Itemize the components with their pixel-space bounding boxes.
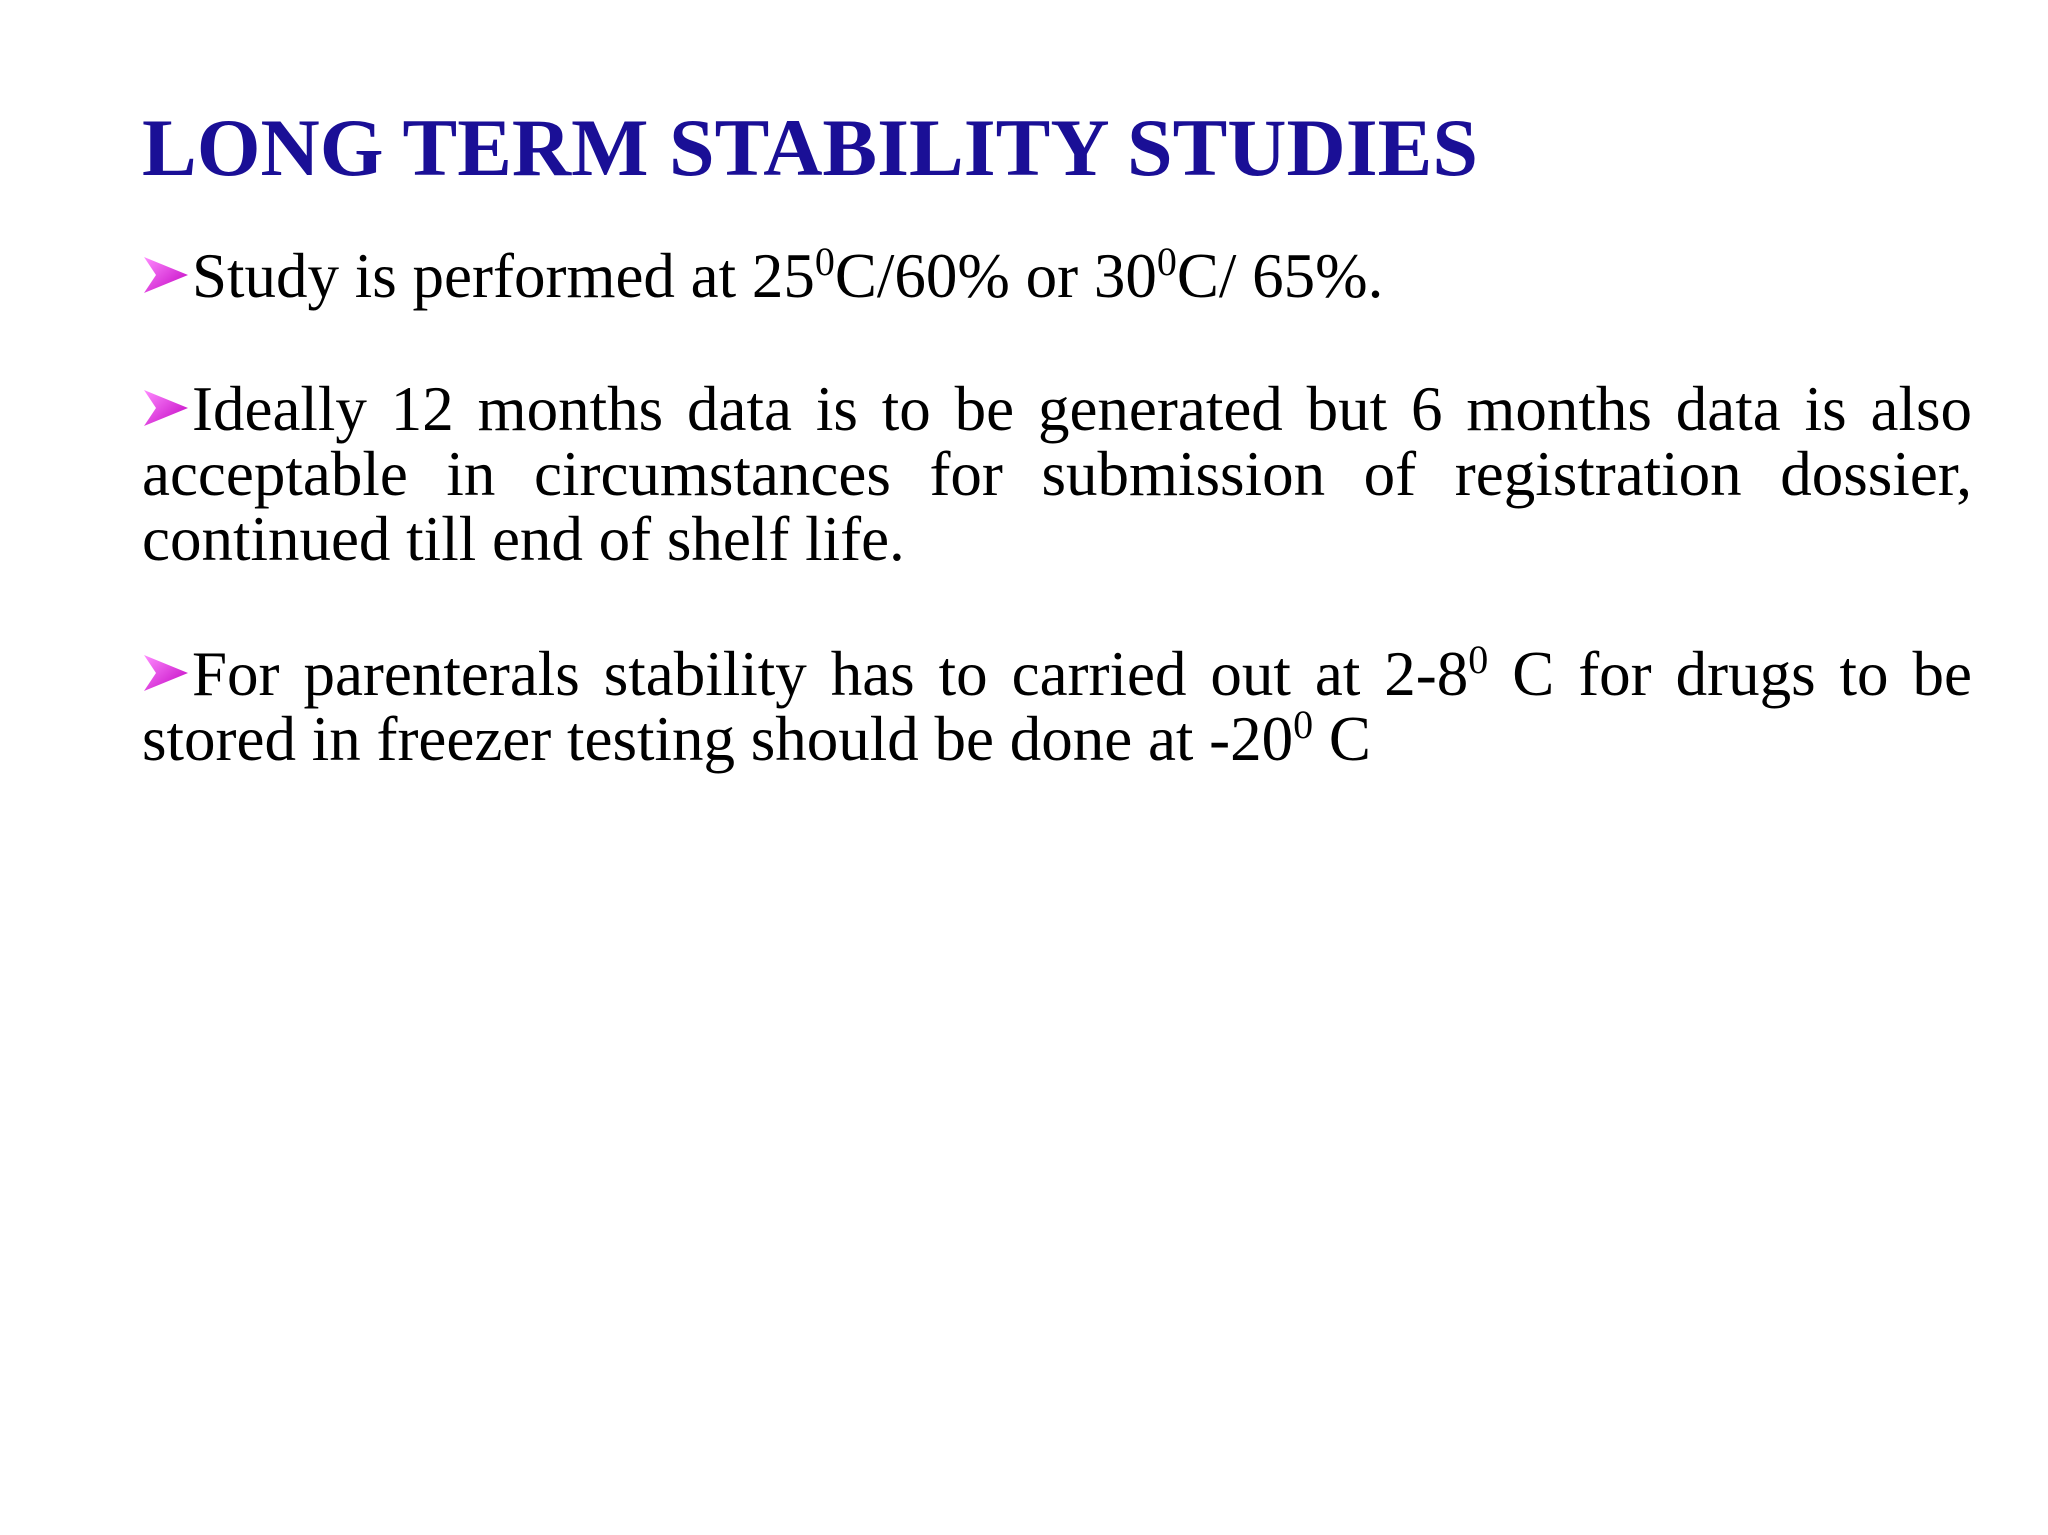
bullet-text: C bbox=[1313, 704, 1371, 774]
bullet-text: Ideally 12 months data is to be generated but 6 months data is also acceptable in circumstances for submission of registration dossier, continued till end of shelf life. bbox=[142, 374, 1972, 574]
superscript: 0 bbox=[1468, 637, 1489, 682]
superscript: 0 bbox=[1293, 702, 1314, 747]
bullet-item bbox=[142, 239, 1972, 311]
arrow-bullet-icon bbox=[142, 384, 190, 432]
superscript: 0 bbox=[1156, 239, 1177, 284]
bullet-text: For parenterals stability has to carried out at 2-8 bbox=[192, 639, 1469, 709]
bullet-text: C/60% or 30 bbox=[834, 241, 1157, 311]
bullet-text: C/ 65%. bbox=[1176, 241, 1384, 311]
bullet-item bbox=[142, 637, 1972, 774]
bullet-item bbox=[142, 374, 1972, 574]
bullet-text: C for drugs to be stored in freezer testing should be done at -20 bbox=[142, 639, 1972, 774]
arrow-bullet-icon bbox=[142, 251, 190, 299]
slide-title: LONG TERM STABILITY STUDIES bbox=[142, 102, 1478, 193]
arrow-bullet-icon bbox=[142, 649, 190, 697]
superscript: 0 bbox=[814, 239, 835, 284]
bullet-text: Study is performed at 25 bbox=[192, 241, 815, 311]
